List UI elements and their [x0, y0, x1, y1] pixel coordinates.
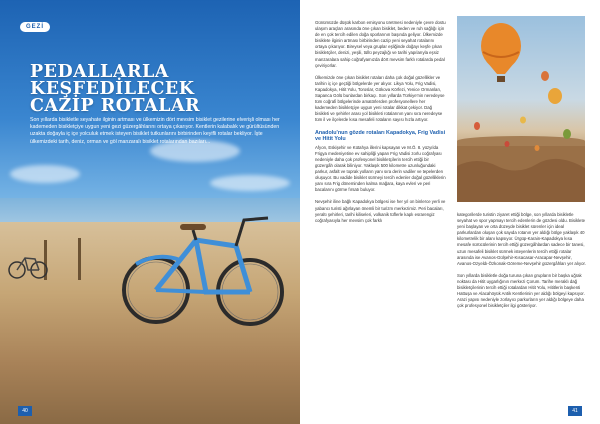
body-paragraph: Ülkemizde öne çıkan bisiklet rotaları daha çok doğal güzellikler ve tarihin iç içe geçtiği bölgelerde yer alıyor. Likya Yolu, Frig Vadisi, Kapadokya, Hitit Yolu, Toroslar, Gökova Körfezi, Yenice Ormanları, Sapanca Gölü bunlardan birkaçı. Son yıllarda Türkiye'nin neredeyse tüm coğrafi bölgelerinde amatörlerden profesyonellere her kademeden bisikletçiye uygun yeni rotalar dikkat çekiyor. Dağ bisikleti ve şehirler arası yol bisikleti rotalarının yanı sıra neredeyse tüm il ve ilçelerde kısa mesafeli rotaların sayısı hızla artıyor.: [315, 74, 445, 123]
fence-post: [78, 238, 81, 280]
page-number-right: 41: [568, 406, 582, 416]
body-paragraph: Günümüzde düşük karbon emisyonu üretmesi nedeniyle çevre dostu ulaşım araçları arasında öne çıkan bisiklet, beden ve ruh sağlığı için de en çok tercih edilen doğa sporlarının başında geliyor. Ülkemizde bisiklete ilginin artması birbirinden cazip yeni seyahat rotalarını ortaya çıkarıyor. Bireysel veya gruplar eşliğinde doğayı keşfe çıkan bisikletçiler, denizi, yeşili, tüllü peyzajlığı ve tarihi yapılarıyla eşsiz manzaralara sahip coğrafyamızda dört mevsim farklı rotalarda pedal çeviriyorlar.: [315, 20, 446, 68]
page-number-left: 40: [18, 406, 32, 416]
balloons-photo: [457, 16, 585, 202]
bicycle-photo: [118, 200, 298, 340]
article-title: [30, 64, 200, 115]
text-column-right: [457, 212, 587, 315]
body-paragraph: Son yıllarda bisikletle doğa turuna çıkan grupların bir başka uğrak noktası da Hitit uygarlığının merkezi Çorum. Tarihe meraklı dağ bisikletçilerinin tercih ettiği rotalardan Hitit Yolu, Hititlerin başkenti Hattuşa ve Alacahöyük Antik Kentlerinin yer aldığı bölgeyi kapsıyor. Arazi yapısı nedeniyle zorlayıcı parkurların yer aldığı bölgeye daha çok profesyonel bisikletçiler ilgi gösteriyor.: [457, 272, 585, 309]
article-title-line: CAZİP ROTALAR: [30, 96, 201, 116]
body-paragraph: Afyon, Eskişehir ve Kütahya illerini kapsayan ve M.Ö. 8. yüzyılda Frigya medeniyetine ev sahipliği yapan Frig Vadisi zorlu coğrafyası nedeniyle daha çok profesyonel bisikletçilerin tercih ettiği bir güzergâh olarak biliniyor. Yaklaşık 500 kilometre uzunluğundaki parkur, asfalt ve toprak yolların yanı sıra derin vadiler ve tepelerden oluşuyor. Bu vadide bisiklet sürmeyi tercih edenler doğal güzelliklerin yanı sıra Frig döneminden kalma mağara, kaya evleri ve peri bacalarını görme fırsatı buluyor.: [315, 144, 446, 193]
right-page: [300, 0, 600, 424]
section-subheading: Anadolu'nun gözde rotaları Kapadokya, Frig Vadisi ve Hitit Yolu: [315, 129, 446, 143]
article-title-line: PEDALLARLA: [30, 62, 169, 82]
body-paragraph: Nevşehir iline bağlı Kapadokya bölgesi ise her yıl on binlerce yerli ve yabancı turisti ağırlayan önemli bir turizm merkezimiz. Peri bacaları, yeraltı şehirleri, tarihi kiliseleri, volkanik tüflerle kaplı esrarengiz coğrafyasıyla her mevsim çok farklı: [315, 199, 446, 223]
cloud-decoration: [210, 175, 290, 191]
bicycle-background-photo: [8, 246, 48, 280]
article-title-line: KEŞFEDİLECEK: [30, 79, 195, 99]
body-paragraph: kategorilerde turistin ziyaret ettiği bölge, son yıllarda bisikletle seyahat ve spor yapmayı tercih edenlerin de gözdesi oldu. Bisiklete yeni başlayan ve orta düzeyde bisiklet sürenler için ideal parkurlardan oluşan çok sayıda rotanın yer aldığı bölge yaklaşık 40 kilometrelik bir alanı kapsıyor. Ürgüp-Karain-Kapadokya kısa mesafe sürücülerinin tercih ettiği güzergâhlardan sadece bir tanesi, uzun mesafeli bisiklet sürmek isteyenlerin tercih ettiği rotalar arasında ise Avanos-Gülşehir-Kısacasar-Aracapar-Nevşehir, Avanos-Ozyeldı-Özkonak-Göreme-Nevşehir güzergâhları yer alıyor.: [457, 212, 586, 266]
text-column-left: [315, 20, 447, 230]
section-tag: GEZİ: [20, 22, 50, 32]
article-intro: Son yıllarda bisikletle seyahate ilginin artması ve ülkemizin dört mevsim bisiklet gezilerine elverişli olması her kademeden bisikletçiye uygun yeni gezi güzergâhlarını ortaya çıkarıyor. Kentlerin kalabalık ve gürültüsünden uzakta doğayla iç içe yolculuk etmek isteyen bisiklet tutkunlarını birbirinden keyifli rotalar bekliyor. İşte ülkemizdeki tarih, deniz, orman ve göl manzaralı bisiklet rotalarından bazıları...: [30, 117, 280, 145]
cloud-decoration: [10, 165, 80, 183]
